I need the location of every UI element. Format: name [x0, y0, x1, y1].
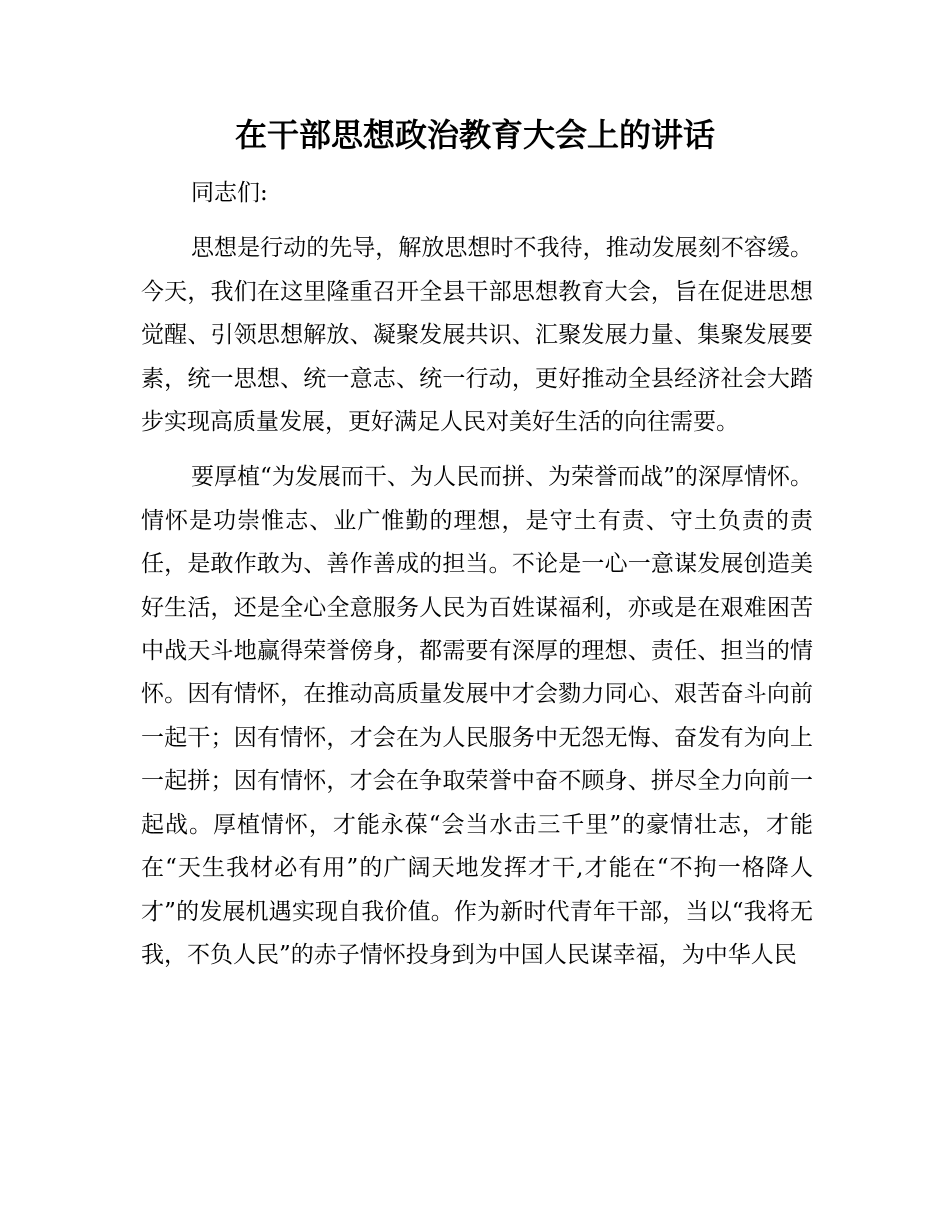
document-title: 在干部思想政治教育大会上的讲话	[234, 116, 715, 154]
document-body	[141, 172, 813, 989]
paragraph-2: 要厚植“为发展而干、为人民而拼、为荣誉而战”的深厚情怀。情怀是功崇惟志、业广惟勤的理想，是守土有责、守土负责的责任，是敢作敢为、善作善成的担当。不论是一心一意谋发展创造美好生活，还是全心全意服务人民为百姓谋福利，亦或是在艰难困苦中战天斗地赢得荣誉傍身，都需要有深厚的理想、责任、担当的情怀。因有情怀，在推动高质量发展中才会勠力同心、艰苦奋斗向前一起干；因有情怀，才会在为人民服务中无怨无悔、奋发有为向上一起拼；因有情怀，才会在争取荣誉中奋不顾身、拼尽全力向前一起战。厚植情怀，才能永葆“会当水击三千里”的豪情壮志，才能在“天生我材必有用”的广阔天地发挥才干,才能在“不拘一格降人才”的发展机遇实现自我价值。作为新时代青年干部，当以“我将无我，不负人民”的赤子情怀投身到为中国人民谋幸福，为中华人民	[141, 464, 813, 968]
salutation: 同志们:	[191, 180, 268, 206]
paragraph-1: 思想是行动的先导，解放思想时不我待，推动发展刻不容缓。今天，我们在这里隆重召开全县干部思想教育大会，旨在促进思想觉醒、引领思想解放、凝聚发展共识、汇聚发展力量、集聚发展要素，统一思想、统一意志、统一行动，更好推动全县经济社会大踏步实现高质量发展，更好满足人民对美好生活的向往需要。	[141, 235, 813, 436]
